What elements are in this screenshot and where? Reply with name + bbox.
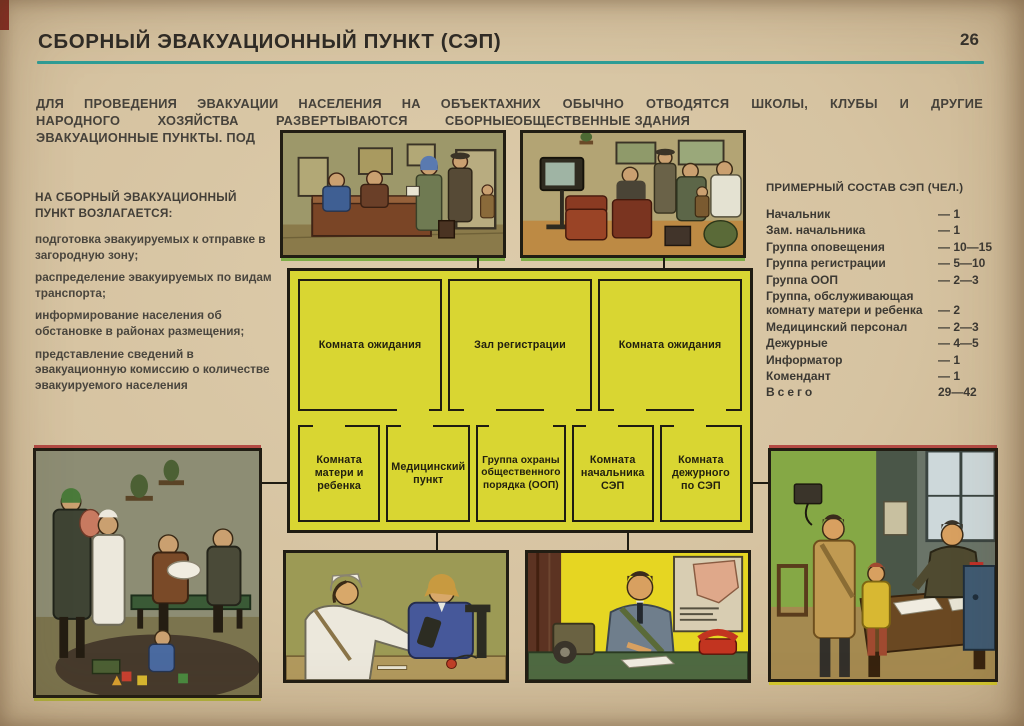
room-label: Комната ожидания — [318, 338, 422, 351]
connector-line — [751, 482, 769, 484]
composition-row — [766, 369, 996, 383]
composition-value: — 2—3 — [938, 272, 979, 287]
composition-label: Группа ООП — [766, 272, 838, 287]
composition-value: — 1 — [938, 207, 961, 221]
wall-frame — [616, 143, 655, 164]
floor-plan — [287, 268, 753, 533]
room-label: Комната начальника СЭП — [580, 454, 645, 492]
composition-row — [766, 240, 996, 254]
room-label: Комната матери и ребенка — [314, 454, 364, 492]
child-figure — [481, 185, 495, 218]
composition-label: Информатор — [766, 352, 843, 367]
composition-label: Комендант — [766, 368, 831, 383]
door-gap — [464, 408, 496, 413]
connector-line — [477, 256, 479, 269]
composition-list — [766, 182, 996, 402]
intro-paragraph-right: НИХ ОБЫЧНО ОТВОДЯТСЯ ШКОЛЫ, КЛУБЫ И ДРУГИЕ ОБЩЕСТВЕННЫЕ ЗДАНИЯ — [513, 95, 983, 129]
suitcase — [439, 221, 455, 238]
connector-line — [663, 256, 665, 269]
door-gap — [586, 424, 618, 429]
duty-item: информирование населения об обстановке в районах размещения; — [35, 308, 245, 338]
illustration-medical-point — [283, 550, 509, 683]
composition-label: Медицинский персонал — [766, 319, 908, 334]
illustration-duty-officer-room — [768, 448, 998, 682]
duty-item: подготовка эвакуируемых к отправке в загородную зону; — [35, 232, 266, 262]
door-gap — [694, 408, 726, 413]
composition-row — [766, 207, 996, 221]
room-sep-duty — [660, 425, 742, 522]
corner-red-mark — [0, 0, 9, 30]
composition-label: Начальник — [766, 207, 831, 221]
wall-frame — [359, 148, 392, 174]
composition-row — [766, 320, 996, 334]
page-title: СБОРНЫЙ ЭВАКУАЦИОННЫЙ ПУНКТ (СЭП) — [38, 30, 502, 53]
door-gap — [544, 408, 576, 413]
composition-label: Группа оповещения — [766, 239, 885, 254]
composition-label: Зам. начальника — [766, 223, 866, 238]
door-gap — [614, 408, 646, 413]
composition-total-row — [766, 385, 996, 399]
duties-heading: НА СБОРНЫЙ ЭВАКУАЦИОННЫЙ ПУНКТ ВОЗЛАГАЕТСЯ: — [35, 190, 237, 220]
room-medical-point — [386, 425, 470, 522]
duties-block — [35, 190, 277, 400]
room-oop-group — [476, 425, 565, 522]
red-telephone — [699, 632, 736, 654]
composition-value: — 10—15 — [938, 239, 993, 254]
composition-value: — 1 — [938, 368, 961, 383]
armchair — [566, 196, 607, 240]
composition-value: — 1 — [938, 223, 961, 238]
composition-row — [766, 273, 996, 287]
illustration-mother-child-room — [33, 448, 262, 698]
thermometer — [378, 666, 407, 670]
composition-title: ПРИМЕРНЫЙ СОСТАВ СЭП (ЧЕЛ.) — [766, 182, 964, 194]
composition-label: Группа, обслуживающая комнату матери и ребенка — [766, 288, 923, 318]
composition-value: — 2—3 — [938, 319, 979, 334]
duty-item: распределение эвакуируемых по видам транспорта; — [35, 270, 272, 300]
composition-label: Дежурные — [766, 336, 828, 351]
composition-value: — 2 — [938, 303, 961, 318]
door-gap — [313, 424, 345, 429]
room-sep-chief — [572, 425, 654, 522]
standing-man-hat — [654, 149, 675, 213]
connector-line — [260, 482, 288, 484]
composition-value: — 5—10 — [938, 256, 986, 271]
room-mother-child — [298, 425, 380, 522]
duty-item: представление сведений в эвакуационную комиссию о количестве эвакуируемого населения — [35, 346, 270, 392]
intro-paragraph-left: ДЛЯ ПРОВЕДЕНИЯ ЭВАКУАЦИИ НАСЕЛЕНИЯ НА ОБЪЕКТАХ НАРОДНОГО ХОЗЯЙСТВА РАЗВЕРТЫВАЮТСЯ СБОРНЫЕ ЭВАКУАЦИОННЫЕ ПУНКТЫ. ПОД — [36, 95, 514, 146]
room-label: Группа охраны общественного порядка (ООП) — [481, 455, 561, 491]
door-gap — [674, 424, 706, 429]
room-registration-hall — [448, 279, 592, 411]
title-underline — [37, 61, 984, 64]
illustration-sep-chief — [525, 550, 751, 683]
composition-value: — 4—5 — [938, 336, 979, 351]
backpack — [704, 221, 737, 248]
room-label: Зал регистрации — [474, 338, 566, 351]
door-gap — [521, 424, 553, 429]
composition-row — [766, 336, 996, 350]
composition-row — [766, 289, 996, 318]
connector-line — [436, 531, 438, 551]
page-number: 26 — [960, 30, 979, 49]
wall-poster — [884, 502, 907, 535]
composition-row — [766, 353, 996, 367]
wall-frame — [679, 141, 724, 165]
composition-label: Группа регистрации — [766, 256, 886, 271]
window — [927, 451, 995, 541]
composition-row — [766, 256, 996, 270]
composition-row — [766, 223, 996, 237]
room-waiting-left — [298, 279, 442, 411]
connector-line — [627, 531, 629, 551]
room-label: Комната ожидания — [618, 338, 722, 351]
room-waiting-right — [598, 279, 742, 411]
composition-total-label: Всего — [766, 385, 816, 400]
safe-cabinet — [964, 566, 995, 650]
door-gap — [397, 408, 429, 413]
toy-truck — [92, 660, 119, 674]
door-gap — [489, 424, 521, 429]
suitcase — [665, 226, 690, 245]
door-gap — [401, 424, 433, 429]
composition-value: — 1 — [938, 352, 961, 367]
room-label: Комната дежурного по СЭП — [671, 454, 730, 492]
wall-map — [674, 557, 742, 631]
room-label: Медицинский пункт — [391, 460, 466, 486]
composition-total-value: 29—42 — [938, 385, 977, 400]
illustration-registration-desk — [280, 130, 506, 258]
illustration-waiting-room-tv — [520, 130, 746, 258]
